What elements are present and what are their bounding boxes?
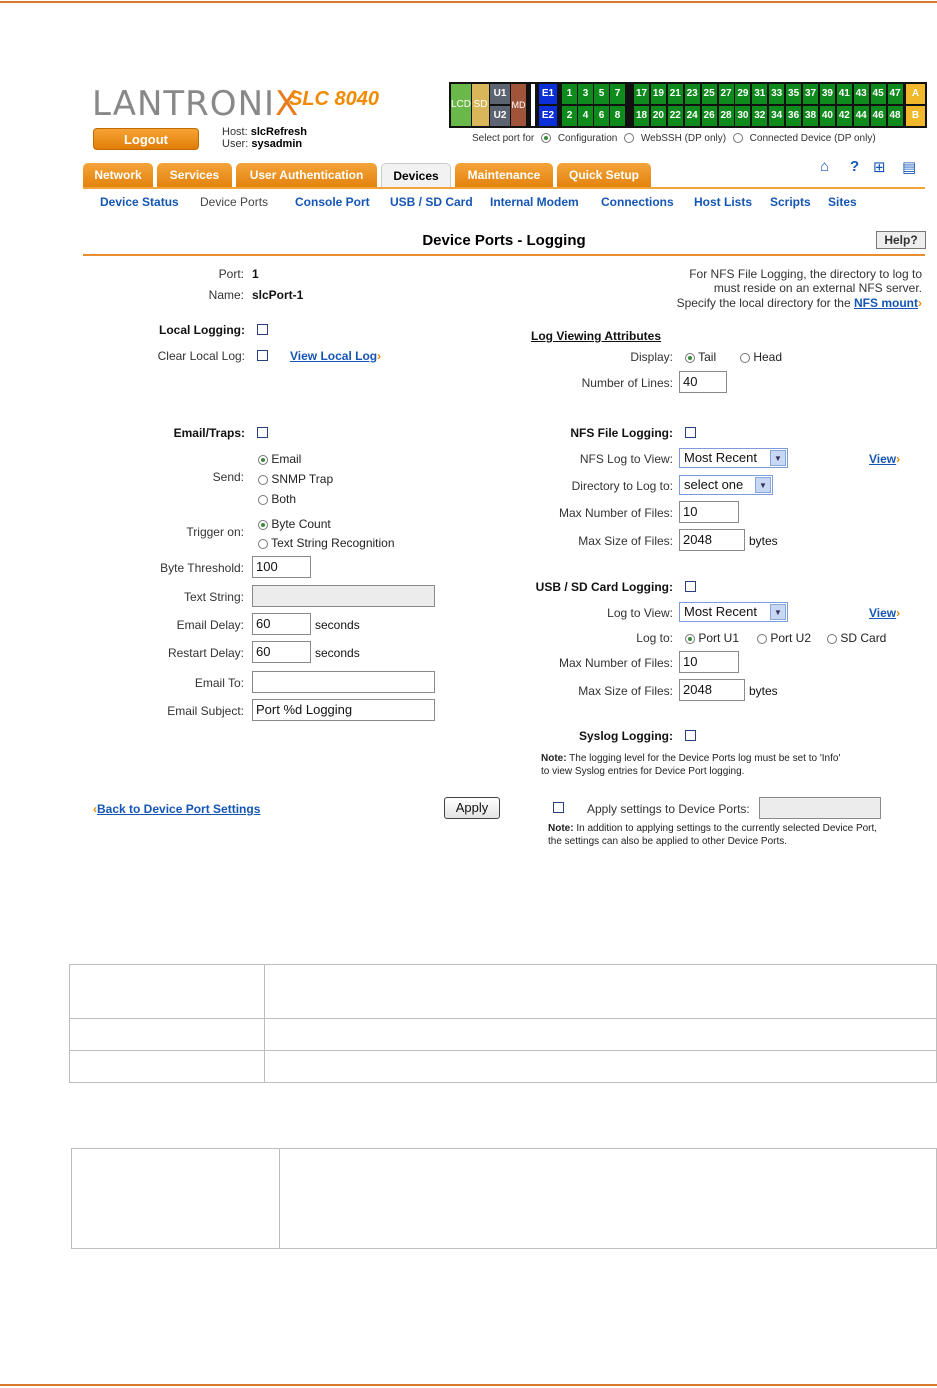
host-info: Host: slcRefresh User: sysadmin (222, 126, 308, 150)
chevron-down-icon: ▼ (770, 450, 786, 466)
port-43-indicator[interactable]: 43 (854, 84, 869, 104)
trigger-text-string-option[interactable]: Text String Recognition (258, 536, 395, 550)
port-40-indicator[interactable]: 40 (820, 106, 835, 126)
email-delay-label: Email Delay: (176, 618, 244, 632)
log-to-sd-option[interactable]: SD Card (827, 631, 886, 645)
local-logging-checkbox[interactable] (257, 324, 268, 335)
usb-logging-checkbox[interactable] (685, 581, 696, 592)
clear-local-log-label: Clear Local Log: (157, 349, 245, 363)
port-47-indicator[interactable]: 47 (888, 84, 903, 104)
log-to-view-label: Log to View: (607, 606, 673, 620)
md-indicator[interactable]: MD (511, 84, 526, 126)
connected-device-radio[interactable] (733, 133, 743, 143)
apply-button[interactable]: Apply (444, 797, 500, 819)
home-icon[interactable]: ⌂ (820, 158, 830, 175)
clear-local-log-checkbox[interactable] (257, 350, 268, 361)
local-logging-label: Local Logging: (159, 323, 245, 337)
display-tail-option[interactable]: Tail (685, 350, 716, 364)
subnav-device-status[interactable]: Device Status (100, 195, 179, 209)
port-19-indicator[interactable]: 19 (651, 84, 666, 104)
restart-delay-label: Restart Delay: (167, 646, 244, 660)
bottom-page-rule (0, 1384, 937, 1386)
port-39-indicator[interactable]: 39 (820, 84, 835, 104)
model-name: SLC 8040 (289, 88, 380, 110)
nfs-log-view-label: NFS Log to View: (579, 452, 673, 466)
syslog-note: Note: The logging level for the Device Ports log must be set to 'Info' to view Syslog entries for Device Port logging. (541, 753, 841, 777)
tab-quick-setup[interactable]: Quick Setup (557, 163, 651, 187)
name-label: Name: (208, 288, 244, 302)
number-lines-input[interactable]: 40 (679, 371, 727, 393)
log-to-u1-option[interactable]: Port U1 (685, 631, 739, 645)
port-36-indicator[interactable]: 36 (786, 106, 801, 126)
port-8-indicator[interactable]: 8 (610, 106, 625, 126)
grid-divider (531, 84, 535, 126)
email-subject-input[interactable]: Port %d Logging (252, 699, 435, 721)
email-to-label: Email To: (194, 676, 244, 690)
port-30-indicator[interactable]: 30 (735, 106, 750, 126)
config-radio[interactable] (541, 133, 551, 143)
log-to-u2-option[interactable]: Port U2 (757, 631, 811, 645)
port-label: Port: (218, 267, 244, 281)
port-status-grid (449, 82, 927, 128)
apply-note: Note: In addition to applying settings to the currently selected Device Port, the settings can also be applied to other Device Ports. (548, 823, 878, 847)
trigger-byte-count-option[interactable]: Byte Count (258, 517, 331, 531)
port-select-for: Select port for Configuration WebSSH (DP only) Connected Device (DP only) (472, 133, 876, 144)
question-icon[interactable]: ? (850, 158, 860, 175)
byte-threshold-label: Byte Threshold: (160, 561, 244, 575)
apply-to-ports-checkbox[interactable] (553, 802, 564, 813)
email-traps-checkbox[interactable] (257, 427, 268, 438)
port-37-indicator[interactable]: 37 (803, 84, 818, 104)
text-string-input[interactable] (252, 585, 435, 607)
tab-maintenance[interactable]: Maintenance (455, 163, 553, 187)
port-3-indicator[interactable]: 3 (578, 84, 593, 104)
byte-threshold-input[interactable]: 100 (252, 556, 311, 578)
port-33-indicator[interactable]: 33 (769, 84, 784, 104)
usb-log-view-select[interactable]: Most Recent ▼ (679, 602, 788, 622)
e2-indicator[interactable]: E2 (539, 106, 557, 126)
port-18-indicator[interactable]: 18 (634, 106, 649, 126)
email-delay-unit: seconds (315, 618, 360, 632)
port-21-indicator[interactable]: 21 (668, 84, 683, 104)
syslog-logging-label: Syslog Logging: (579, 729, 673, 743)
restart-delay-unit: seconds (315, 646, 360, 660)
nfs-file-logging-checkbox[interactable] (685, 427, 696, 438)
port-23-indicator[interactable]: 23 (685, 84, 700, 104)
port-17-indicator[interactable]: 17 (634, 84, 649, 104)
subnav-console-port[interactable]: Console Port (295, 195, 370, 209)
logout-button[interactable]: Logout (93, 128, 199, 150)
usb-max-files-input[interactable]: 10 (679, 651, 739, 673)
sd-indicator[interactable]: SD (472, 84, 489, 126)
port-44-indicator[interactable]: 44 (854, 106, 869, 126)
port-22-indicator[interactable]: 22 (668, 106, 683, 126)
port-7-indicator[interactable]: 7 (610, 84, 625, 104)
port-35-indicator[interactable]: 35 (786, 84, 801, 104)
page-title: Device Ports - Logging (422, 232, 586, 249)
chevron-down-icon: ▼ (770, 604, 786, 620)
apply-to-ports-label: Apply settings to Device Ports: (587, 802, 750, 816)
usb-bytes-unit: bytes (749, 684, 778, 698)
email-delay-input[interactable]: 60 (252, 613, 311, 635)
usb-view-link[interactable]: View› (869, 606, 901, 620)
send-both-option[interactable]: Both (258, 492, 296, 506)
tab-devices[interactable]: Devices (381, 163, 451, 187)
send-label: Send: (212, 470, 244, 484)
port-b-indicator[interactable]: B (906, 106, 925, 126)
document-table-2 (71, 1148, 937, 1249)
port-26-indicator[interactable]: 26 (702, 106, 717, 126)
apply-to-ports-input[interactable] (759, 797, 881, 819)
port-value: 1 (252, 267, 259, 281)
log-viewing-heading: Log Viewing Attributes (531, 329, 662, 343)
port-4-indicator[interactable]: 4 (578, 106, 593, 126)
subnav-usb-sd-card[interactable]: USB / SD Card (390, 195, 473, 209)
nfs-file-logging-label: NFS File Logging: (570, 426, 673, 440)
document-table-1 (69, 964, 937, 1083)
port-27-indicator[interactable]: 27 (719, 84, 734, 104)
port-32-indicator[interactable]: 32 (752, 106, 767, 126)
port-20-indicator[interactable]: 20 (651, 106, 666, 126)
top-page-rule (0, 1, 937, 3)
webssh-radio[interactable] (624, 133, 634, 143)
subnav-device-ports[interactable]: Device Ports (200, 195, 269, 209)
directory-select[interactable]: select one ▼ (679, 475, 773, 495)
port-28-indicator[interactable]: 28 (719, 106, 734, 126)
port-38-indicator[interactable]: 38 (803, 106, 818, 126)
lantronix-logo: LANTRONIX (92, 84, 300, 124)
restart-delay-input[interactable]: 60 (252, 641, 311, 663)
nfs-bytes-unit: bytes (749, 534, 778, 548)
nfs-max-size-label: Max Size of Files: (578, 534, 673, 548)
subnav-sites[interactable]: Sites (828, 195, 857, 209)
lcd-indicator[interactable]: LCD (451, 84, 471, 126)
document-icon[interactable]: ▤ (902, 159, 917, 176)
port-a-indicator[interactable]: A (906, 84, 925, 104)
nfs-note-line3: Specify the local directory for the NFS mount› (676, 296, 922, 310)
port-42-indicator[interactable]: 42 (837, 106, 852, 126)
usb-max-size-input[interactable]: 2048 (679, 679, 745, 701)
nfs-note-line1: For NFS File Logging, the directory to log to (689, 267, 922, 281)
trigger-label: Trigger on: (186, 525, 244, 539)
sitemap-icon[interactable]: ⊞ (873, 159, 886, 176)
view-local-log-link[interactable]: View Local Log› (290, 349, 382, 363)
tab-services[interactable]: Services (157, 163, 232, 187)
tab-user-authentication[interactable]: User Authentication (236, 163, 377, 187)
usb-logging-label: USB / SD Card Logging: (535, 580, 673, 594)
u2-indicator[interactable]: U2 (490, 106, 510, 126)
nfs-max-files-label: Max Number of Files: (558, 506, 673, 520)
port-31-indicator[interactable]: 31 (752, 84, 767, 104)
help-button[interactable]: Help? (876, 231, 926, 249)
port-46-indicator[interactable]: 46 (871, 106, 886, 126)
nfs-mount-link[interactable]: NFS mount (854, 296, 918, 310)
u1-indicator[interactable]: U1 (490, 84, 510, 104)
port-34-indicator[interactable]: 34 (769, 106, 784, 126)
title-divider (83, 254, 925, 256)
directory-label: Directory to Log to: (571, 479, 673, 493)
display-label: Display: (630, 350, 673, 364)
nfs-log-view-select[interactable]: Most Recent ▼ (679, 448, 788, 468)
email-to-input[interactable] (252, 671, 435, 693)
send-email-option[interactable]: Email (258, 452, 301, 466)
port-25-indicator[interactable]: 25 (702, 84, 717, 104)
email-subject-label: Email Subject: (167, 704, 244, 718)
display-head-option[interactable]: Head (740, 350, 782, 364)
port-29-indicator[interactable]: 29 (735, 84, 750, 104)
name-value: slcPort-1 (252, 288, 304, 302)
number-lines-label: Number of Lines: (581, 376, 673, 390)
port-5-indicator[interactable]: 5 (594, 84, 609, 104)
nfs-note-line2: must reside on an external NFS server. (713, 281, 922, 295)
port-45-indicator[interactable]: 45 (871, 84, 886, 104)
usb-max-size-label: Max Size of Files: (578, 684, 673, 698)
usb-max-files-label: Max Number of Files: (558, 656, 673, 670)
port-1-indicator[interactable]: 1 (562, 84, 577, 104)
port-48-indicator[interactable]: 48 (888, 106, 903, 126)
port-41-indicator[interactable]: 41 (837, 84, 852, 104)
subnav-scripts[interactable]: Scripts (770, 195, 811, 209)
nfs-max-size-input[interactable]: 2048 (679, 529, 745, 551)
subnav-connections[interactable]: Connections (601, 195, 674, 209)
send-snmp-option[interactable]: SNMP Trap (258, 472, 333, 486)
subnav-internal-modem[interactable]: Internal Modem (490, 195, 579, 209)
chevron-down-icon: ▼ (755, 477, 771, 493)
email-traps-label: Email/Traps: (173, 426, 245, 440)
nfs-max-files-input[interactable]: 10 (679, 501, 739, 523)
text-string-label: Text String: (183, 590, 244, 604)
tab-network[interactable]: Network (83, 163, 153, 187)
back-to-settings-link[interactable]: ‹Back to Device Port Settings (93, 802, 261, 816)
log-to-label: Log to: (636, 631, 673, 645)
port-2-indicator[interactable]: 2 (562, 106, 577, 126)
nfs-view-link[interactable]: View› (869, 452, 901, 466)
subnav-host-lists[interactable]: Host Lists (694, 195, 753, 209)
syslog-logging-checkbox[interactable] (685, 730, 696, 741)
port-24-indicator[interactable]: 24 (685, 106, 700, 126)
port-6-indicator[interactable]: 6 (594, 106, 609, 126)
e1-indicator[interactable]: E1 (539, 84, 557, 104)
